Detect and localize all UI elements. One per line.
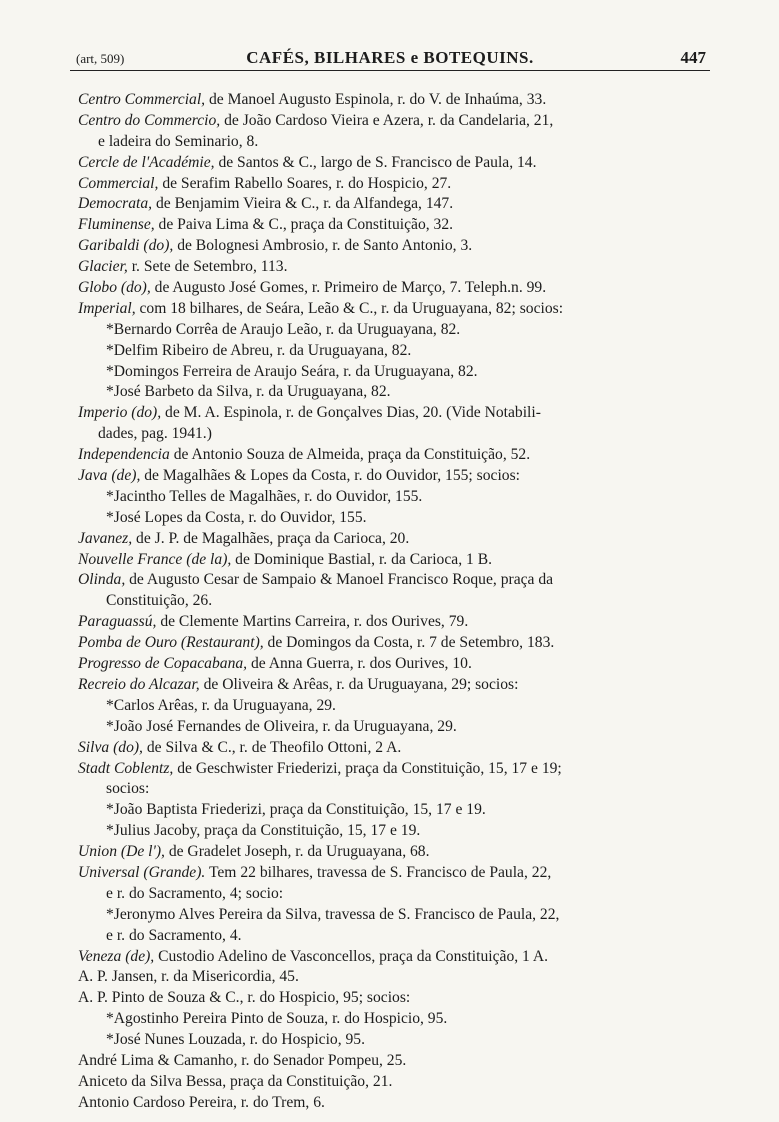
entry-line: André Lima & Camanho, r. do Senador Pompeu, 25. xyxy=(78,1051,407,1069)
partner-line: *Delfim Ribeiro de Abreu, r. da Uruguayana, 82. xyxy=(106,341,412,359)
entry-line: Centro do Commercio, de João Cardoso Vieira e Azera, r. da Candelaria, 21, xyxy=(78,111,554,129)
entry-line: Veneza (de), Custodio Adelino de Vasconcellos, praça da Constituição, 1 A. xyxy=(78,947,549,965)
entry-line: Olinda, de Augusto Cesar de Sampaio & Manoel Francisco Roque, praça da xyxy=(78,571,554,589)
entry-line: Globo (do), de Augusto José Gomes, r. Primeiro de Março, 7. Teleph.n. 99. xyxy=(78,279,547,297)
partner-line: *Bernardo Corrêa de Araujo Leão, r. da Uruguayana, 82. xyxy=(106,320,461,338)
partner-line: *Jacintho Telles de Magalhães, r. do Ouvidor, 155. xyxy=(106,487,423,505)
entry-line: Fluminense, de Paiva Lima & C., praça da Constituição, 32. xyxy=(78,216,454,234)
entry-line: Imperial, com 18 bilhares, de Seára, Leão & C., r. da Uruguayana, 82; socios: xyxy=(78,299,564,317)
entry-continuation: socios: xyxy=(106,780,150,798)
entry-line: Commercial, de Serafim Rabello Soares, r. do Hospicio, 27. xyxy=(78,174,452,192)
partner-line: *João Baptista Friederizi, praça da Constituição, 15, 17 e 19. xyxy=(106,801,486,819)
entry-line: Cercle de l'Académie, de Santos & C., largo de S. Francisco de Paula, 14. xyxy=(78,153,537,171)
entry-line: Democrata, de Benjamim Vieira & C., r. da Alfandega, 147. xyxy=(78,195,454,213)
entry-line: Independencia de Antonio Souza de Almeida, praça da Constituição, 52. xyxy=(78,446,531,464)
entry-line: Antonio Cardoso Pereira, r. do Trem, 6. xyxy=(78,1093,325,1111)
entry-continuation: dades, pag. 1941.) xyxy=(98,425,212,443)
entry-continuation: e ladeira do Seminario, 8. xyxy=(98,132,259,150)
partner-line: *José Barbeto da Silva, r. da Uruguayana, 82. xyxy=(106,383,391,401)
entry-line: Silva (do), de Silva & C., r. de Theofilo Ottoni, 2 A. xyxy=(78,738,402,756)
partner-line: *Julius Jacoby, praça da Constituição, 15, 17 e 19. xyxy=(106,822,421,840)
entry-line: Glacier, r. Sete de Setembro, 113. xyxy=(78,258,288,276)
partner-line: *Domingos Ferreira de Araujo Seára, r. da Uruguayana, 82. xyxy=(106,362,478,380)
partner-line: *José Lopes da Costa, r. do Ouvidor, 155. xyxy=(106,508,367,526)
entry-line: Javanez, de J. P. de Magalhães, praça da Carioca, 20. xyxy=(78,529,410,547)
entry-continuation: Constituição, 26. xyxy=(106,592,213,610)
entry-line: Recreio do Alcazar, de Oliveira & Arêas, r. da Uruguayana, 29; socios: xyxy=(78,675,519,693)
partner-line: *Jeronymo Alves Pereira da Silva, travessa de S. Francisco de Paula, 22, xyxy=(106,905,560,923)
entry-line: A. P. Jansen, r. da Misericordia, 45. xyxy=(78,968,299,986)
entry-continuation: e r. do Sacramento, 4; socio: xyxy=(106,884,284,902)
entry-line: Progresso de Copacabana, de Anna Guerra, r. dos Ourives, 10. xyxy=(78,655,472,673)
entry-line: Pomba de Ouro (Restaurant), de Domingos da Costa, r. 7 de Setembro, 183. xyxy=(78,634,555,652)
section-reference: (art, 509) xyxy=(76,51,125,66)
entry-line: Universal (Grande). Tem 22 bilhares, travessa de S. Francisco de Paula, 22, xyxy=(78,863,552,881)
entry-line: A. P. Pinto de Souza & C., r. do Hospicio, 95; socios: xyxy=(78,989,411,1007)
entry-line: Paraguassú, de Clemente Martins Carreira, r. dos Ourives, 79. xyxy=(78,613,469,631)
page-number: 447 xyxy=(680,48,706,67)
page-header xyxy=(70,44,710,71)
partner-line: *Carlos Arêas, r. da Uruguayana, 29. xyxy=(106,696,336,714)
entries-list xyxy=(78,90,708,1114)
partner-line: *Agostinho Pereira Pinto de Souza, r. do Hospicio, 95. xyxy=(106,1010,448,1028)
entry-continuation: e r. do Sacramento, 4. xyxy=(106,926,242,944)
entry-line: Centro Commercial, de Manoel Augusto Espinola, r. do V. de Inhaúma, 33. xyxy=(78,91,547,108)
entry-line: Java (de), de Magalhães & Lopes da Costa, r. do Ouvidor, 155; socios: xyxy=(78,467,520,485)
partner-line: *José Nunes Louzada, r. do Hospicio, 95. xyxy=(106,1031,365,1049)
entry-line: Garibaldi (do), de Bolognesi Ambrosio, r. de Santo Antonio, 3. xyxy=(78,237,473,255)
entry-line: Aniceto da Silva Bessa, praça da Constituição, 21. xyxy=(78,1072,393,1090)
entry-line: Nouvelle France (de la), de Dominique Bastial, r. da Carioca, 1 B. xyxy=(78,550,492,568)
entry-line: Imperio (do), de M. A. Espinola, r. de Gonçalves Dias, 20. (Vide Notabili- xyxy=(78,404,541,422)
page-title: CAFÉS, BILHARES e BOTEQUINS. xyxy=(246,48,534,67)
entry-line: Union (De l'), de Gradelet Joseph, r. da Uruguayana, 68. xyxy=(78,843,430,861)
partner-line: *João José Fernandes de Oliveira, r. da Uruguayana, 29. xyxy=(106,717,457,735)
entry-line: Stadt Coblentz, de Geschwister Friederizi, praça da Constituição, 15, 17 e 19; xyxy=(78,759,562,777)
